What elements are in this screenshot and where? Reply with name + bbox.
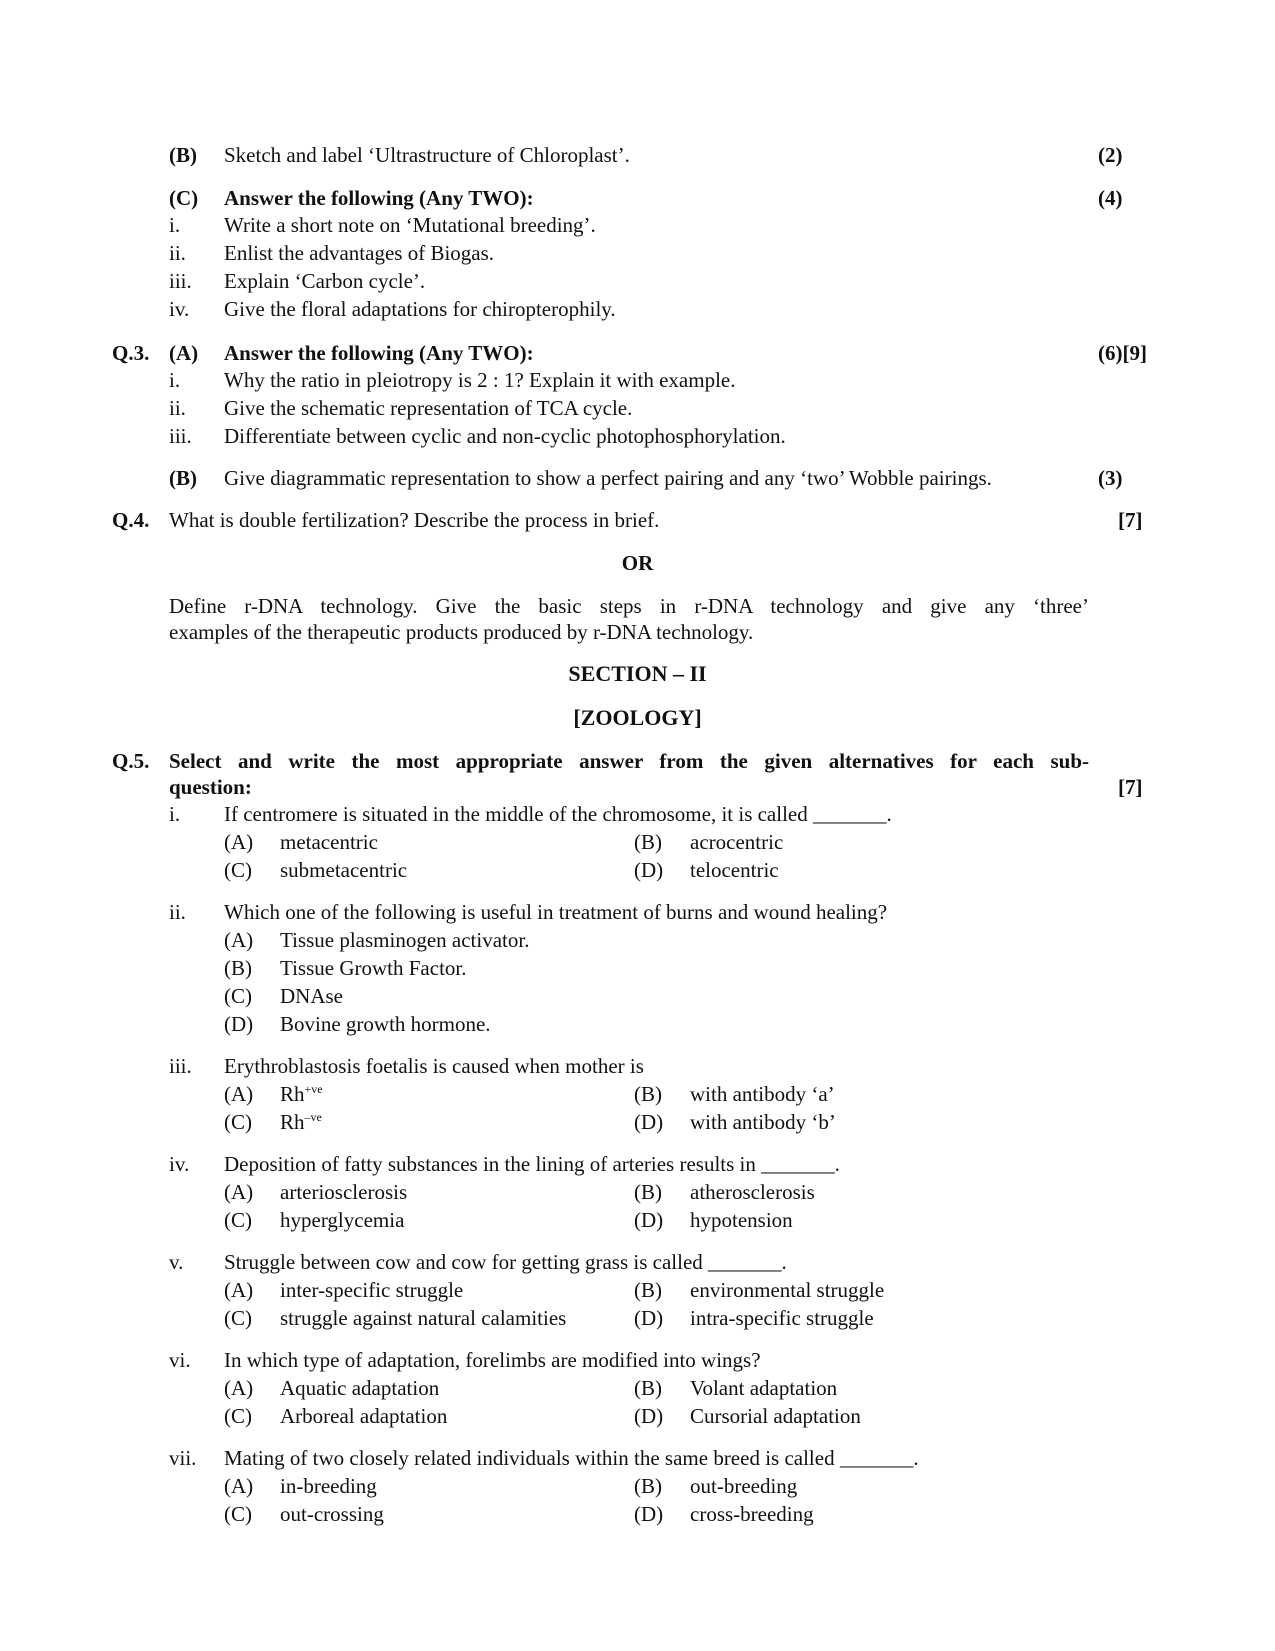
option-label: (D) (634, 858, 664, 882)
or-divider: OR (621, 551, 654, 575)
option-text: environmental struggle (690, 1278, 885, 1302)
q2c-marks: (4) (1098, 186, 1123, 210)
q2c-item-text: Explain ‘Carbon cycle’. (224, 269, 426, 293)
option-label: (C) (224, 1502, 252, 1526)
q2b-label: (B) (169, 143, 197, 167)
q3a-marks: (6)[9] (1098, 341, 1147, 365)
option-text: with antibody ‘b’ (690, 1110, 836, 1134)
q4-marks: [7] (1118, 508, 1143, 532)
q3a-item-text: Why the ratio in pleiotropy is 2 : 1? Explain it with example. (224, 368, 736, 392)
mcq-question: Which one of the following is useful in treatment of burns and wound healing? (224, 900, 888, 924)
q2c-heading: Answer the following (Any TWO): (224, 186, 534, 210)
q2b-text: Sketch and label ‘Ultrastructure of Chloroplast’. (224, 143, 630, 167)
mcq-question: In which type of adaptation, forelimbs are modified into wings? (224, 1348, 761, 1372)
option-label: (D) (634, 1110, 664, 1134)
rh-positive-sup: +ve (304, 1082, 323, 1096)
option-text: in-breeding (280, 1474, 377, 1498)
q5-marks: [7] (1118, 775, 1143, 799)
option-text: Volant adaptation (690, 1376, 838, 1400)
option-text (280, 1109, 322, 1135)
mcq-number: iv. (169, 1152, 190, 1176)
q5-instruction-line2: question: (169, 775, 252, 799)
q4-number: Q.4. (112, 508, 150, 532)
option-text: arteriosclerosis (280, 1180, 408, 1204)
q5-number: Q.5. (112, 749, 150, 773)
option-label: (A) (224, 1376, 254, 1400)
option-label: (B) (634, 830, 662, 854)
option-label: (B) (634, 1376, 662, 1400)
q3a-item-num: ii. (169, 396, 186, 420)
option-label: (A) (224, 1278, 254, 1302)
option-text: DNAse (280, 984, 343, 1008)
option-label: (C) (224, 1404, 252, 1428)
q2c-item-text: Write a short note on ‘Mutational breeding’. (224, 213, 596, 237)
section-subtitle: [ZOOLOGY] (573, 705, 702, 730)
q4-text: What is double fertilization? Describe the process in brief. (169, 508, 660, 532)
option-text: Arboreal adaptation (280, 1404, 448, 1428)
option-label: (B) (634, 1180, 662, 1204)
q3a-item-text: Differentiate between cyclic and non-cyclic photophosphorylation. (224, 424, 786, 448)
option-label: (C) (224, 1208, 252, 1232)
mcq-question: Erythroblastosis foetalis is caused when mother is (224, 1054, 644, 1078)
option-label: (C) (224, 984, 252, 1008)
option-label: (D) (634, 1404, 664, 1428)
option-text: Bovine growth hormone. (280, 1012, 491, 1036)
option-text: intra-specific struggle (690, 1306, 874, 1330)
mcq-number: i. (169, 802, 181, 826)
option-text: metacentric (280, 830, 378, 854)
q3b-label: (B) (169, 466, 197, 490)
q4-alt-line1: Define r-DNA technology. Give the basic steps in r-DNA technology and give any ‘three’ (169, 594, 1089, 618)
option-text: atherosclerosis (690, 1180, 815, 1204)
q4-alt-line2: examples of the therapeutic products produced by r-DNA technology. (169, 620, 754, 644)
q3a-item-text: Give the schematic representation of TCA cycle. (224, 396, 633, 420)
q3b-text: Give diagrammatic representation to show a perfect pairing and any ‘two’ Wobble pairings. (224, 466, 992, 490)
mcq-number: ii. (169, 900, 186, 924)
option-label: (C) (224, 1306, 252, 1330)
q2c-item-num: iii. (169, 269, 192, 293)
option-text: telocentric (690, 858, 779, 882)
q2c-item-num: i. (169, 213, 181, 237)
q2c-item-num: ii. (169, 241, 186, 265)
mcq-question: If centromere is situated in the middle of the chromosome, it is called _______. (224, 802, 892, 826)
section-title: SECTION – II (568, 661, 707, 686)
rh-text: Rh (280, 1082, 305, 1106)
q2b-marks: (2) (1098, 143, 1123, 167)
mcq-question: Deposition of fatty substances in the lining of arteries results in _______. (224, 1152, 840, 1176)
option-label: (B) (634, 1278, 662, 1302)
mcq-number: v. (169, 1250, 184, 1274)
q3a-label: (A) (169, 341, 199, 365)
option-text: Aquatic adaptation (280, 1376, 440, 1400)
option-text: Tissue Growth Factor. (280, 956, 467, 980)
option-label: (C) (224, 858, 252, 882)
q3-number: Q.3. (112, 341, 150, 365)
q3a-item-num: iii. (169, 424, 192, 448)
option-label: (D) (634, 1502, 664, 1526)
option-label: (B) (224, 956, 252, 980)
option-label: (A) (224, 830, 254, 854)
q2c-label: (C) (169, 186, 199, 210)
option-text: out-breeding (690, 1474, 798, 1498)
option-label: (D) (634, 1306, 664, 1330)
q3b-marks: (3) (1098, 466, 1123, 490)
option-label: (D) (634, 1208, 664, 1232)
q5-instruction-line1: Select and write the most appropriate answer from the given alternatives for each sub- (169, 749, 1089, 773)
mcq-number: iii. (169, 1054, 192, 1078)
q2c-item-text: Enlist the advantages of Biogas. (224, 241, 495, 265)
q2c-item-text: Give the floral adaptations for chiropterophily. (224, 297, 616, 321)
q3a-heading: Answer the following (Any TWO): (224, 341, 534, 365)
option-label: (A) (224, 1474, 254, 1498)
rh-negative-sup: –ve (304, 1110, 322, 1124)
option-text: Tissue plasminogen activator. (280, 928, 530, 952)
option-label: (B) (634, 1474, 662, 1498)
option-text: struggle against natural calamities (280, 1306, 567, 1330)
rh-text: Rh (280, 1110, 305, 1134)
option-text: out-crossing (280, 1502, 384, 1526)
mcq-number: vi. (169, 1348, 191, 1372)
option-text (280, 1081, 323, 1107)
option-text: hyperglycemia (280, 1208, 405, 1232)
mcq-question: Mating of two closely related individuals within the same breed is called _______. (224, 1446, 919, 1470)
option-text: submetacentric (280, 858, 408, 882)
option-text: inter-specific struggle (280, 1278, 464, 1302)
option-label: (D) (224, 1012, 254, 1036)
q3a-item-num: i. (169, 368, 181, 392)
option-label: (A) (224, 928, 254, 952)
option-text: with antibody ‘a’ (690, 1082, 835, 1106)
option-text: Cursorial adaptation (690, 1404, 861, 1428)
option-label: (B) (634, 1082, 662, 1106)
option-text: cross-breeding (690, 1502, 814, 1526)
q2c-item-num: iv. (169, 297, 190, 321)
option-label: (A) (224, 1180, 254, 1204)
mcq-question: Struggle between cow and cow for getting grass is called _______. (224, 1250, 787, 1274)
option-label: (C) (224, 1110, 252, 1134)
option-label: (A) (224, 1082, 254, 1106)
mcq-number: vii. (169, 1446, 197, 1470)
option-text: acrocentric (690, 830, 784, 854)
option-text: hypotension (690, 1208, 793, 1232)
